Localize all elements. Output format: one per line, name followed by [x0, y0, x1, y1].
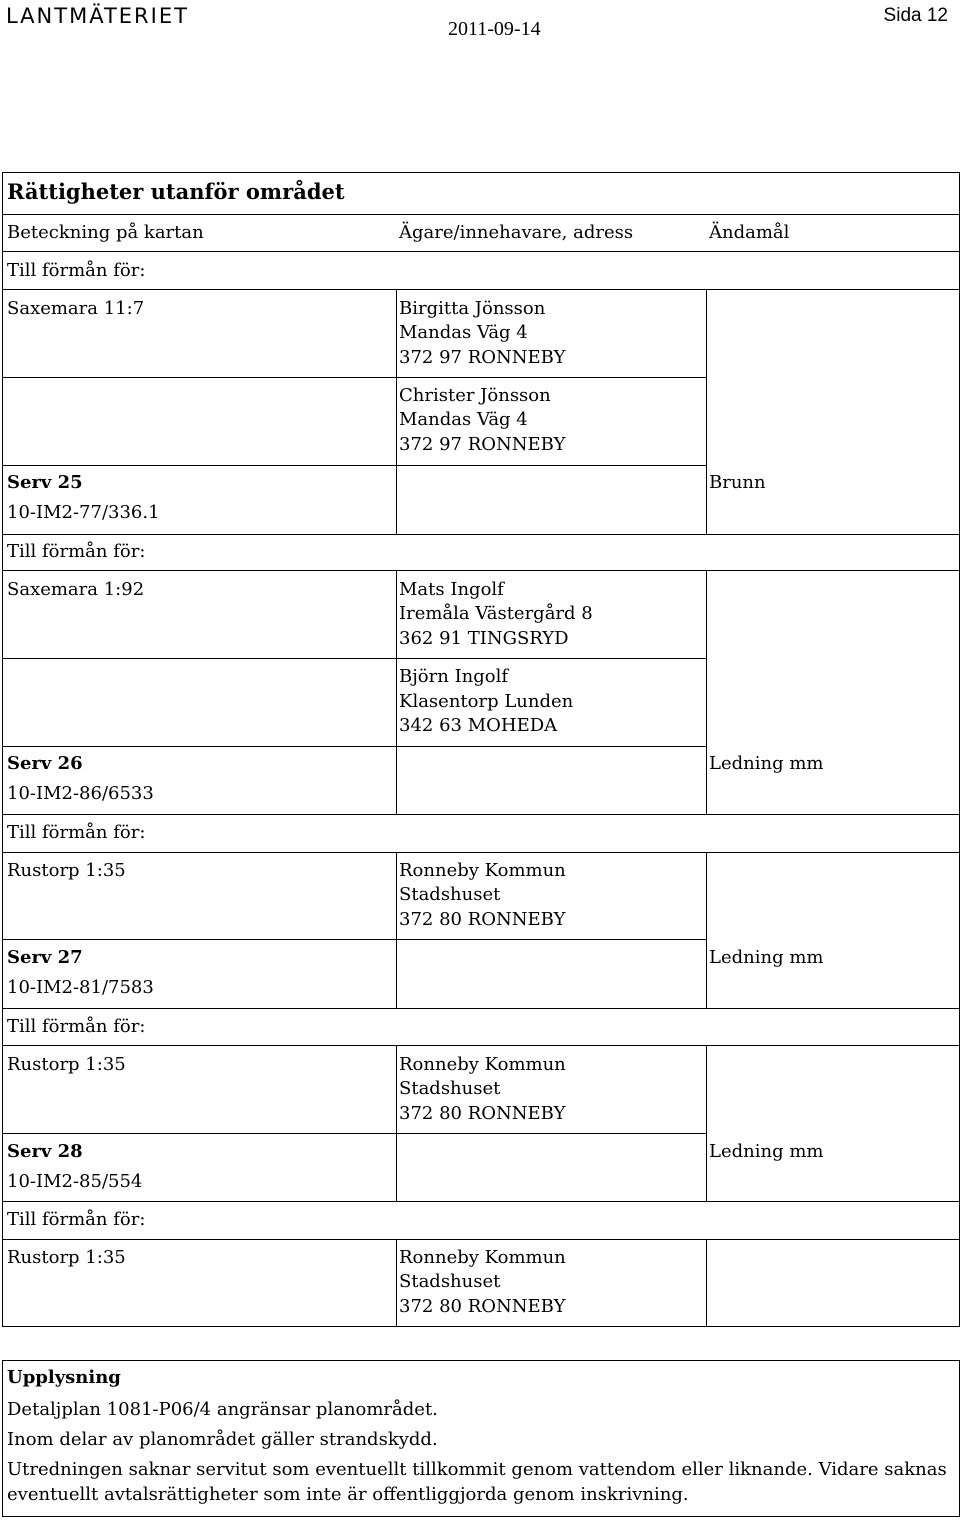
servitude-purpose: Ledning mm — [709, 753, 824, 774]
document-date: 2011-09-14 — [448, 18, 541, 40]
beneficiary-label: Till förmån för: — [7, 1209, 146, 1230]
property-designation: Saxemara 1:92 — [7, 579, 145, 600]
beneficiary-label: Till förmån för: — [7, 822, 146, 843]
property-designation: Rustorp 1:35 — [7, 1054, 126, 1075]
organization-name: LANTMÄTERIET — [6, 4, 189, 28]
servitude-number: Serv 26 — [7, 753, 83, 774]
servitude-number: Serv 25 — [7, 472, 83, 493]
beneficiary-label: Till förmån för: — [7, 260, 146, 281]
beneficiary-label: Till förmån för: — [7, 1016, 146, 1037]
info-line: Inom delar av planområdet gäller strandskydd. — [7, 1429, 438, 1450]
info-line: Detaljplan 1081-P06/4 angränsar planområdet. — [7, 1399, 438, 1420]
column-header-designation: Beteckning på kartan — [7, 222, 204, 243]
info-line: eventuellt avtalsrättigheter som inte är offentliggjorda genom inskrivning. — [7, 1484, 689, 1505]
section-title: Rättigheter utanför området — [7, 179, 345, 204]
servitude-number: Serv 28 — [7, 1141, 83, 1162]
page-number: Sida 12 — [883, 5, 948, 26]
info-line: Utredningen saknar servitut som eventuellt tillkommit genom vattendom eller liknande. Vidare saknas — [7, 1459, 947, 1480]
servitude-id: 10-IM2-81/7583 — [7, 977, 154, 998]
property-designation: Rustorp 1:35 — [7, 1247, 126, 1268]
servitude-id: 10-IM2-86/6533 — [7, 783, 154, 804]
servitude-purpose: Brunn — [709, 472, 766, 493]
property-designation: Rustorp 1:35 — [7, 860, 126, 881]
property-designation: Saxemara 11:7 — [7, 298, 145, 319]
servitude-purpose: Ledning mm — [709, 947, 824, 968]
servitude-id: 10-IM2-77/336.1 — [7, 502, 160, 523]
beneficiary-label: Till förmån för: — [7, 541, 146, 562]
column-header-purpose: Ändamål — [709, 222, 790, 243]
servitude-number: Serv 27 — [7, 947, 83, 968]
servitude-id: 10-IM2-85/554 — [7, 1171, 143, 1192]
info-title: Upplysning — [7, 1367, 121, 1388]
column-header-owner: Ägare/innehavare, adress — [399, 222, 634, 243]
servitude-purpose: Ledning mm — [709, 1141, 824, 1162]
